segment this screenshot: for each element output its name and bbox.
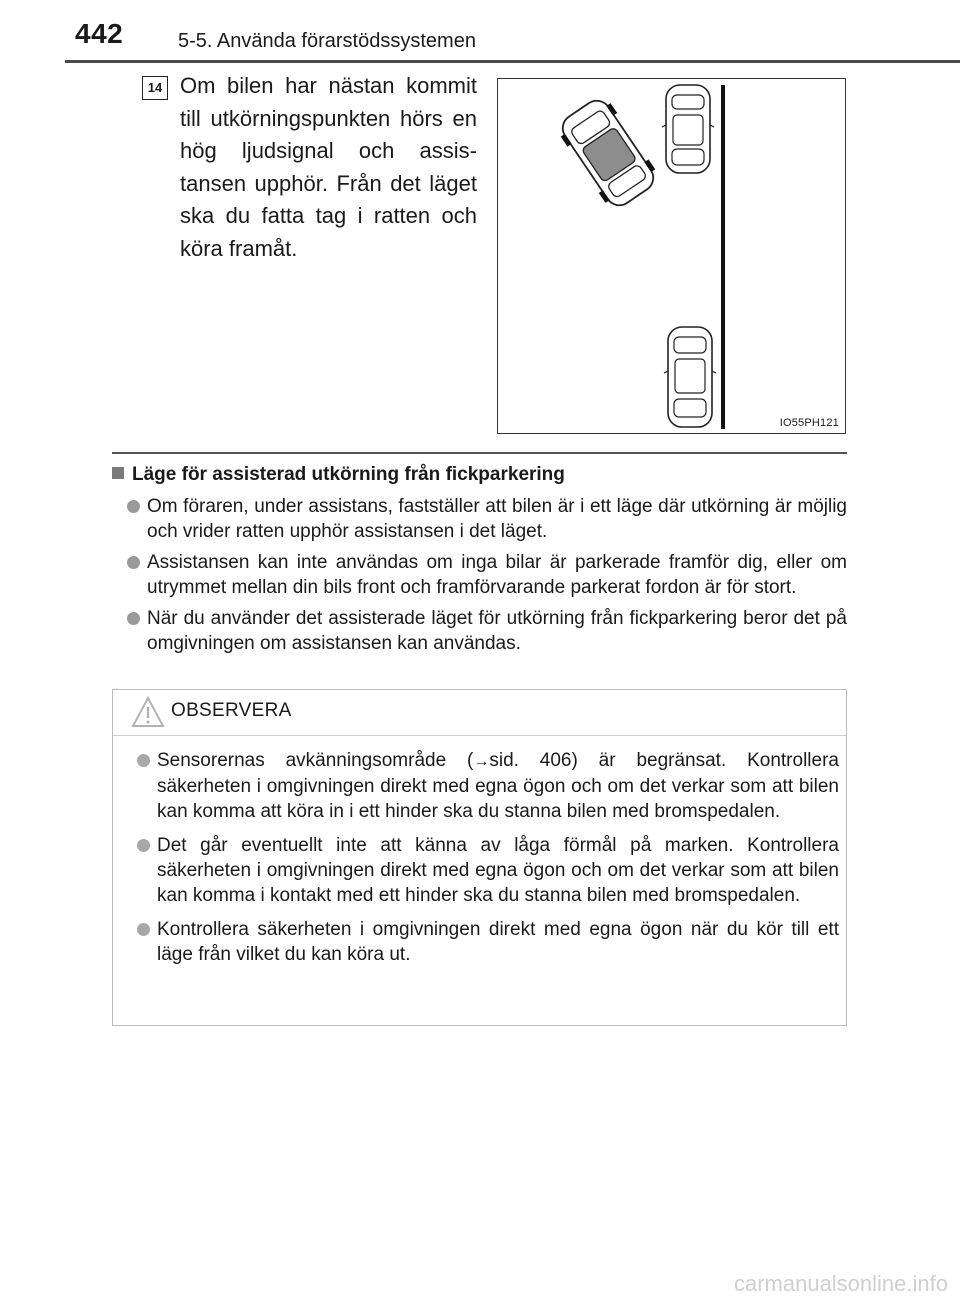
- bullet-dot-icon: [137, 923, 150, 936]
- watermark: carmanualsonline.info: [733, 1271, 948, 1296]
- bullet-dot-icon: [127, 500, 140, 513]
- list-item-text: Assistansen kan inte användas om inga bilar är parkerade framför dig, eller om utrymmet mellan din bils front och framförvarande parkerat fordon är för stort.: [147, 552, 847, 598]
- info-list: [127, 494, 847, 662]
- caution-text-part: ) är begränsat. Kontrollera säkerheten i omgivningen direkt med egna ögon och om det verkar som att bilen kan komma att köra in i ett hinder ska du stanna bilen med bromspedalen.: [157, 750, 839, 822]
- section-heading-text: Läge för assisterad utkörning från fickparkering: [132, 464, 565, 485]
- page-number: 442: [75, 18, 124, 49]
- parking-illustration: [497, 78, 846, 434]
- caution-item: [137, 917, 839, 967]
- figure-code: IO55PH121: [779, 417, 839, 429]
- section-heading: [112, 464, 565, 486]
- step-number-badge: 14: [142, 76, 168, 100]
- caution-item: [137, 748, 839, 824]
- section-divider: [112, 452, 847, 454]
- caution-item: [137, 833, 839, 908]
- bullet-dot-icon: [137, 839, 150, 852]
- list-item: [127, 550, 847, 600]
- page-reference-link[interactable]: sid. 406: [489, 750, 572, 771]
- caution-text-part: Sensorernas avkänningsområde (: [157, 750, 474, 771]
- list-item-text: När du använder det assisterade läget för utkörning från fickparkering beror det på omgivningen om assistansen kan användas.: [147, 608, 847, 654]
- step-description: Om bilen har nästan kommit till utkörningspunkten hörs en hög ljudsignal och assistansen upphör. Från det läget ska du fatta tag i ratten och köra framåt.: [180, 73, 477, 261]
- page-header: [0, 0, 960, 62]
- parked-car-front: [662, 85, 714, 173]
- heading-square-icon: [112, 467, 124, 479]
- bullet-dot-icon: [127, 612, 140, 625]
- list-item: [127, 494, 847, 544]
- warning-triangle-icon: [131, 696, 165, 728]
- caution-title: OBSERVERA: [171, 700, 292, 721]
- parked-car-rear: [664, 327, 716, 427]
- bullet-dot-icon: [127, 556, 140, 569]
- caution-item-text: [157, 748, 839, 824]
- section-title: 5-5. Använda förarstödssystemen: [178, 30, 476, 52]
- caution-list: [137, 748, 839, 976]
- caution-header: [113, 690, 846, 736]
- list-item: [127, 606, 847, 656]
- caution-box: [112, 689, 847, 1026]
- bullet-dot-icon: [137, 754, 150, 767]
- own-car-pulling-out: [554, 93, 662, 213]
- parking-diagram: [498, 79, 847, 435]
- caution-item-text: Kontrollera säkerheten i omgivningen direkt med egna ögon när du kör till ett läge från vilket du kan köra ut.: [157, 919, 839, 965]
- caution-item-text: Det går eventuellt inte att känna av låga förmål på marken. Kontrollera säkerheten i omgivningen direkt med egna ögon och om det verkar som att bilen kan komma i kontakt med ett hinder ska du stanna bilen med bromspedalen.: [157, 835, 839, 906]
- header-divider: [65, 60, 960, 63]
- list-item-text: Om föraren, under assistans, fastställer att bilen är i ett läge där utkörning är möjlig och vrider ratten upphör assistansen i det läget.: [147, 496, 847, 542]
- arrow-right-icon: →: [473, 753, 490, 770]
